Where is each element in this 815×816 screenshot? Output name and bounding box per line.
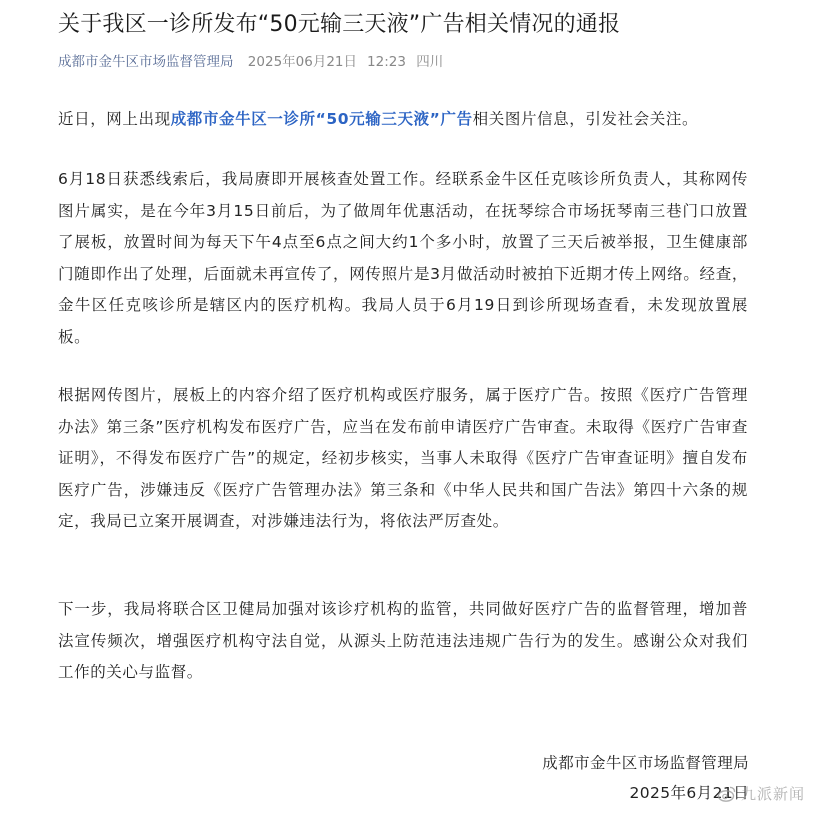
watermark-text: 九派新闻 xyxy=(740,785,805,803)
article-title: 关于我区一诊所发布“50元输三天液”广告相关情况的通报 xyxy=(58,12,621,37)
intro-suffix: 相关图片信息，引发社会关注。 xyxy=(472,110,699,128)
paragraph-legal-basis: 根据网传图片，展板上的内容介绍了医疗机构或医疗服务，属于医疗广告。按照《医疗广告管理办法》第三条”医疗机构发布医疗广告，应当在发布前申请医疗广告审查。未取得《医疗广告审查证明》，不得发布医疗广告”的规定，经初步核实，当事人未取得《医疗广告审查证明》擅自发布医疗广告，涉嫌违反《医疗广告管理办法》第三条和《中华人民共和国广告法》第四十六条的规定，我局已立案开展调查，对涉嫌违法行为，将依法严厉查处。 xyxy=(58,386,748,530)
signature-date: 2025年6月21日 xyxy=(629,784,749,802)
paragraph-next-steps: 下一步，我局将联合区卫健局加强对该诊疗机构的监管，共同做好医疗广告的监督管理，增加普法宣传频次，增强医疗机构守法自觉，从源头上防范违法违规广告行为的发生。感谢公众对我们工作的关心与监督。 xyxy=(58,600,748,681)
paragraph-intro xyxy=(58,104,748,136)
paragraph-investigation: 6月18日获悉线索后，我局赓即开展核查处置工作。经联系金牛区任克咳诊所负责人，其称网传图片属实，是在今年3月15日前后，为了做周年优惠活动，在抚琴综合市场抚琴南三巷门口放置了展板，放置时间为每天下午4点至6点之间大约1个多小时，放置了三天后被举报，卫生健康部门随即作出了处理，后面就未再宣传了，网传照片是3月做活动时被拍下近期才传上网络。经查，金牛区任克咳诊所是辖区内的医疗机构。我局人员于6月19日到诊所现场查看，未发现放置展板。 xyxy=(58,170,748,346)
intro-highlight: 成都市金牛区一诊所“50元输三天液”广告 xyxy=(170,110,473,128)
meta-source-link[interactable]: 成都市金牛区市场监督管理局 xyxy=(58,54,234,70)
watermark xyxy=(717,783,805,804)
meta-date: 2025年06月21日 xyxy=(247,54,358,70)
meta-region: 四川 xyxy=(416,54,444,70)
intro-prefix: 近日，网上出现 xyxy=(58,110,171,128)
article-meta xyxy=(58,53,453,71)
weibo-icon xyxy=(717,784,737,804)
meta-time: 12:23 xyxy=(367,54,406,70)
signature-org: 成都市金牛区市场监督管理局 xyxy=(542,754,749,772)
